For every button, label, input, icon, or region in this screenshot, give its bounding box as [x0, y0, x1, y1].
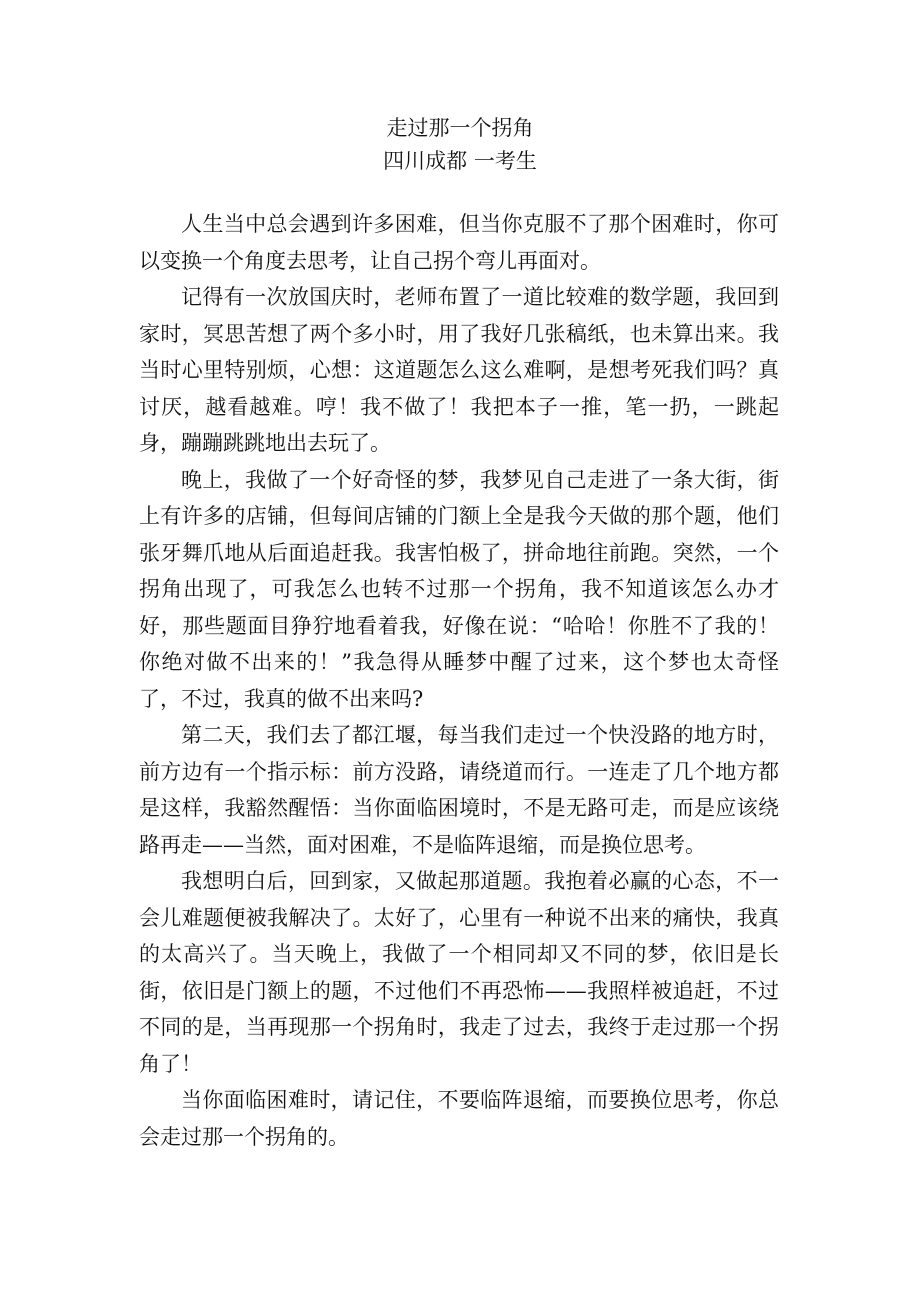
paragraph-3: 晚上，我做了一个好奇怪的梦，我梦见自己走进了一条大街，街上有许多的店铺，但每间店铺的门额上全是我今天做的那个题，他们张牙舞爪地从后面追赶我。我害怕极了，拼命地往前跑。突然，一个拐角出现了，可我怎么也转不过那一个拐角，我不知道该怎么办才好，那些题面目狰狞地看着我，好像在说：“哈哈！你胜不了我的！你绝对做不出来的！”我急得从睡梦中醒了过来，这个梦也太奇怪了，不过，我真的做不出来吗?	[139, 467, 779, 711]
paragraph-5: 我想明白后，回到家，又做起那道题。我抱着必赢的心态，不一会儿难题便被我解决了。太好了，心里有一种说不出来的痛快，我真的太高兴了。当天晚上，我做了一个相同却又不同的梦，依旧是长街，依旧是门额上的题，不过他们不再恐怖——我照样被追赶，不过不同的是，当再现那一个拐角时，我走了过去，我终于走过那一个拐角了！	[139, 869, 779, 1076]
title-block	[0, 112, 920, 178]
paragraph-2: 记得有一次放国庆时，老师布置了一道比较难的数学题，我回到家时，冥思苦想了两个多小时，用了我好几张稿纸，也未算出来。我当时心里特别烦，心想：这道题怎么这么难啊，是想考死我们吗？真讨厌，越看越难。哼！我不做了！我把本子一推，笔一扔，一跳起身，蹦蹦跳跳地出去玩了。	[139, 285, 779, 455]
essay-body	[139, 206, 779, 1155]
essay-author: 四川成都 一考生	[383, 149, 537, 173]
essay-title: 走过那一个拐角	[386, 116, 534, 140]
paragraph-1: 人生当中总会遇到许多困难，但当你克服不了那个困难时，你可以变换一个角度去思考，让自己拐个弯儿再面对。	[139, 212, 779, 273]
paragraph-6: 当你面临困难时，请记住，不要临阵退缩，而要换位思考，你总会走过那一个拐角的。	[139, 1088, 779, 1149]
paragraph-4: 第二天，我们去了都江堰，每当我们走过一个快没路的地方时，前方边有一个指示标：前方没路，请绕道而行。一连走了几个地方都是这样，我豁然醒悟：当你面临困境时，不是无路可走，而是应该绕路再走——当然，面对困难，不是临阵退缩，而是换位思考。	[139, 723, 779, 857]
